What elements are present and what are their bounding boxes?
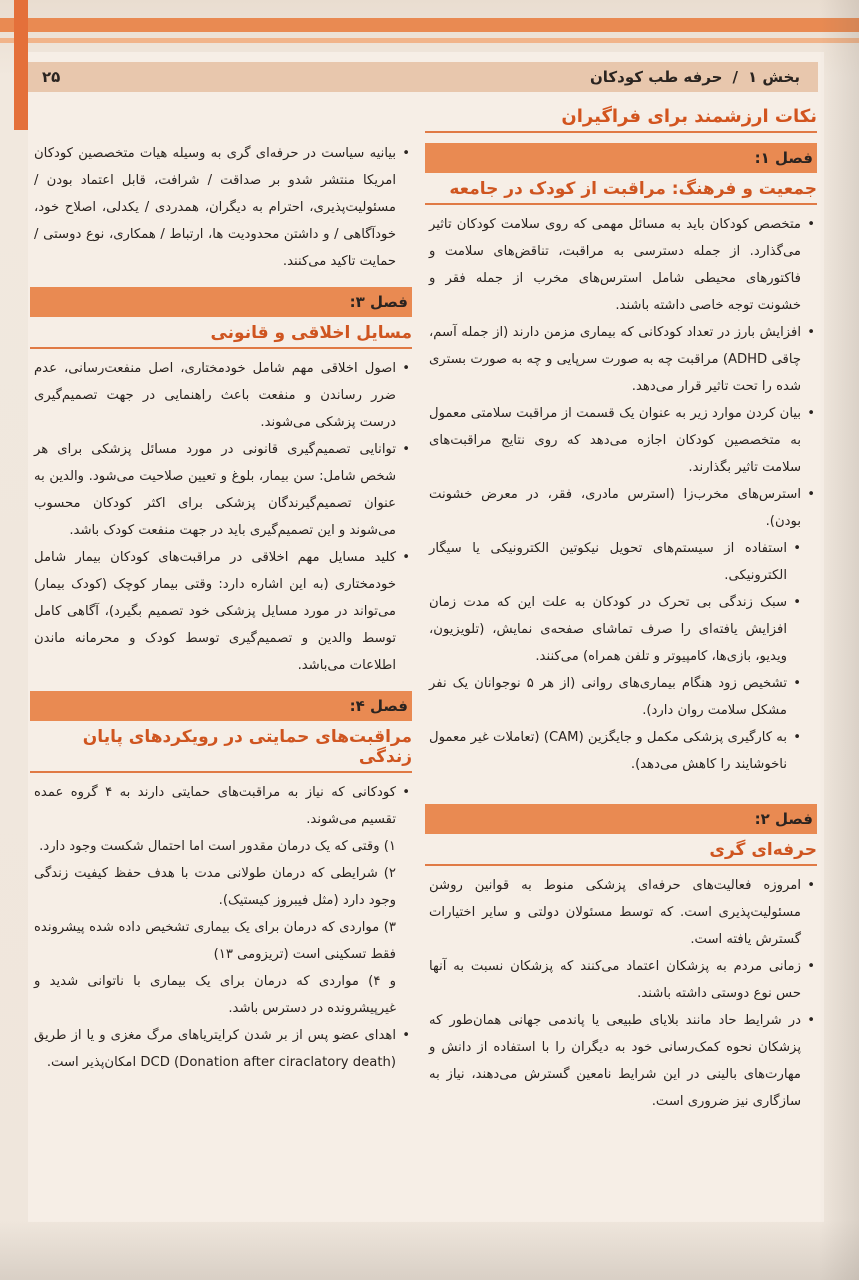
chapter-label: بخش ۱ [747, 68, 800, 86]
section-4-bar [30, 691, 412, 721]
section-3-label: فصل ۳: [349, 293, 408, 311]
header-separator: / [732, 68, 738, 86]
list-item: • امروزه فعالیت‌های حرفه‌ای پزشکی منوط به قوانین روشن مسئولیت‌پذیری است. که توسط مسئولان دولتی و سایر اختیارات گسترش یافته است. [425, 872, 817, 953]
section-4-list [30, 779, 412, 833]
key-points-title: نکات ارزشمند برای فراگیران [425, 100, 817, 133]
list-item: • استفاده از سیستم‌های تحویل نیکوتین الکترونیکی یا سیگار الکترونیکی. [425, 535, 817, 589]
page-curl-shadow [819, 0, 859, 1280]
section-2-title: حرفه‌ای گری [425, 834, 817, 866]
page-number: ۲۵ [42, 68, 61, 86]
group-paragraph: ۳) مواردی که درمان برای یک بیماری تشخیص داده شده پیشرونده فقط تسکینی است (تریزومی ۱۳) [34, 920, 396, 962]
list-item: • کودکانی که نیاز به مراقبت‌های حمایتی دارند به ۴ گروه عمده تقسیم می‌شوند. [30, 779, 412, 833]
list-item: • سبک زندگی بی تحرک در کودکان به علت این که مدت زمان افزایش یافته‌ای را صرف تماشای صفحه‌ی نمایش، (تلویزیون، ویدیو، بازی‌ها، کامپیوتر و تلفن همراه) می‌کنند. [425, 589, 817, 670]
group-paragraph: ۱) وقتی که یک درمان مقدور است اما احتمال شکست وجود دارد. [39, 839, 396, 854]
left-column [30, 140, 412, 1076]
list-item: • اصول اخلاقی مهم شامل خودمختاری، اصل منفعت‌رسانی، عدم ضرر رساندن و منفعت باعث راهنمایی در جهت تصمیم‌گیری درست پزشکی می‌شوند. [30, 355, 412, 436]
section-4-title: مراقبت‌های حمایتی در رویکردهای پایان زندگی [30, 721, 412, 773]
intro-list [30, 140, 412, 275]
group-paragraph: ۲) شرایطی که درمان طولانی مدت با هدف حفظ کیفیت زندگی وجود دارد (مثل فیبروز کیستیک). [34, 866, 396, 908]
list-item: • کلید مسایل مهم اخلاقی در مراقبت‌های کودکان بیمار شامل خودمختاری (به این اشاره دارد: وقتی بیمار کوچک (کودک بیمار) می‌تواند در مورد مسایل پزشکی خود تصمیم بگیرد)، آگاهی کامل توسط والدین و تصمیم‌گیری توسط کودک و محرمانه ماندن اطلاعات می‌باشد. [30, 544, 412, 679]
section-2-list [425, 872, 817, 1115]
group-paragraph: و ۴) مواردی که درمان برای یک بیماری با ناتوانی شدید و غیرپیشرونده در دسترس باشد. [34, 974, 397, 1016]
section-3-list [30, 355, 412, 679]
list-item: • استرس‌های مخرب‌زا (استرس مادری، فقر، در معرض خشونت بودن). [425, 481, 817, 535]
section-4-last-list [30, 1022, 412, 1076]
list-item: • توانایی تصمیم‌گیری قانونی در مورد مسائل پزشکی برای هر شخص شامل: سن بیمار، بلوغ و تعیین صلاحیت می‌شود. والدین به عنوان تصمیم‌گیرندگان پزشکی برای اکثر کودکان محسوب می‌شوند و این تصمیم‌گیری باید در جهت منفعت کودک باشد. [30, 436, 412, 544]
list-item: • بیانیه سیاست در حرفه‌ای گری به وسیله هیات متخصصین کودکان امریکا منتشر شدو بر صداقت / شرافت، قابل اعتماد بودن / مسئولیت‌پذیری، احترام به دیگران، همدردی / یکدلی، اصلاح خود، خودآگاهی / و داشتن محدودیت ها، ارتباط / همکاری، نوع دوستی / حمایت تاکید می‌کنند. [30, 140, 412, 275]
right-column [425, 100, 817, 1115]
section-4-label: فصل ۴: [349, 697, 408, 715]
top-decorative-stripe-light [0, 38, 859, 43]
chapter-title: حرفه طب کودکان [589, 68, 723, 86]
section-1-label: فصل ۱: [754, 149, 813, 167]
list-item: • بیان کردن موارد زیر به عنوان یک قسمت از مراقبت سلامتی معمول به متخصصین کودکان اجازه می‌دهد که روی نتایج مراقبت‌های سلامت تاثیر بگذارند. [425, 400, 817, 481]
running-header [28, 62, 818, 92]
section-1-title: جمعیت و فرهنگ: مراقبت از کودک در جامعه [425, 173, 817, 205]
list-item: • زمانی مردم به پزشکان اعتماد می‌کنند که پزشکان نسبت به آنها حس نوع دوستی داشته باشند. [425, 953, 817, 1007]
section-3-title: مسایل اخلاقی و قانونی [30, 317, 412, 349]
list-item: • به کارگیری پزشکی مکمل و جایگزین (CAM) (تعاملات غیر معمول ناخوشایند را کاهش می‌دهد). [425, 724, 817, 778]
section-1-bar [425, 143, 817, 173]
section-2-bar [425, 804, 817, 834]
left-decorative-bar [14, 0, 28, 130]
list-item: • در شرایط حاد مانند بلایای طبیعی یا پاندمی جهانی همان‌طور که پزشکان نحوه کمک‌رسانی خود به دیگران را با استفاده از دانش و مهارت‌های بالینی در این شرایط نامعین گسترش می‌دهند، نیاز به سازگاری نیز ضروری است. [425, 1007, 817, 1115]
section-2-label: فصل ۲: [754, 810, 813, 828]
list-item: • افزایش بارز در تعداد کودکانی که بیماری مزمن دارند (از جمله آسم، چاقی ADHD) مراقبت چه به صورت سرپایی و چه به صورت بستری شده را تحت تاثیر قرار می‌دهد. [425, 319, 817, 400]
bottom-shadow [0, 1220, 859, 1280]
top-decorative-stripe [0, 18, 859, 32]
section-3-bar [30, 287, 412, 317]
list-item: • اهدای عضو پس از بر شدن کرایتریاهای مرگ مغزی و یا از طریق DCD (Donation after ciraclatory death) امکان‌پذیر است. [30, 1022, 412, 1076]
list-item: • متخصص کودکان باید به مسائل مهمی که روی سلامت کودکان تاثیر می‌گذارد. از جمله دسترسی به مراقبت، تناقض‌های سلامت و فاکتورهای محیطی شامل استرس‌های مخرب از جمله فقر و خشونت توجه خاصی داشته باشند. [425, 211, 817, 319]
section-1-list [425, 211, 817, 778]
list-item: • تشخیص زود هنگام بیماری‌های روانی (از هر ۵ نوجوانان یک نفر مشکل سلامت روان دارد). [425, 670, 817, 724]
